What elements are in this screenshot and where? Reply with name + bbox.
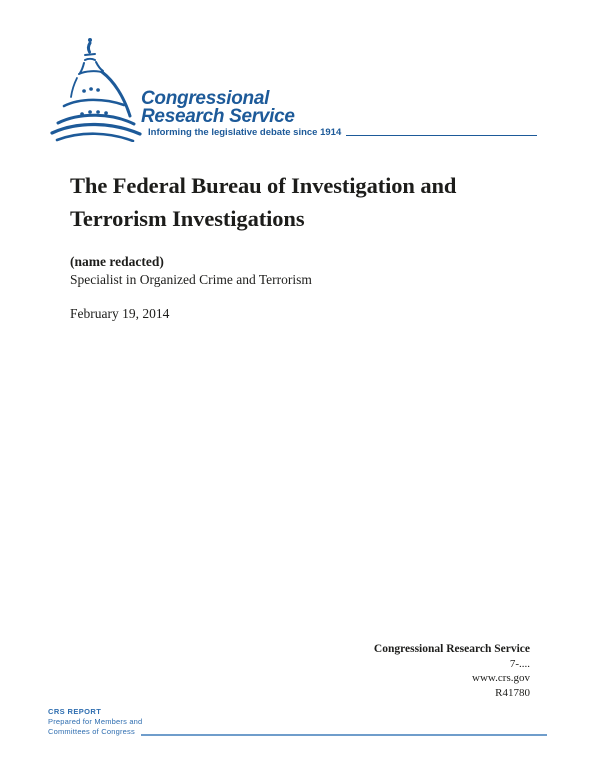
author-name: (name redacted) — [70, 254, 164, 269]
report-title-line: The Federal Bureau of Investigation and — [70, 173, 457, 198]
tagline-rule — [346, 135, 537, 137]
report-number: R41780 — [495, 686, 530, 699]
crs-report-label: CRS REPORT — [48, 707, 102, 716]
prepared-line-2: Committees of Congress — [48, 727, 135, 736]
crs-logo — [0, 0, 600, 150]
contact-phone-redacted: 7-.... — [509, 657, 530, 670]
capitol-dome-icon — [50, 36, 142, 142]
logo-tagline: Informing the legislative debate since 1914 — [148, 127, 342, 138]
logo-line-2: Research Service — [141, 105, 295, 127]
author-role: Specialist in Organized Crime and Terrorism — [70, 272, 312, 287]
logo-line-1: Congressional — [141, 88, 270, 109]
footer-rule-row — [48, 727, 547, 737]
logo-tagline-row — [148, 127, 537, 138]
footer-rule — [141, 734, 547, 736]
contact-org-name: Congressional Research Service — [373, 643, 530, 655]
report-title-line: Terrorism Investigations — [70, 206, 305, 231]
author-block — [70, 253, 312, 289]
prepared-line-1: Prepared for Members and — [48, 717, 143, 726]
contact-block — [374, 642, 530, 700]
contact-website-url: www.crs.gov — [472, 672, 530, 684]
report-date: February 19, 2014 — [70, 306, 170, 321]
footer-strip — [48, 707, 547, 737]
logo-wordmark — [141, 90, 295, 125]
report-title — [70, 169, 550, 235]
